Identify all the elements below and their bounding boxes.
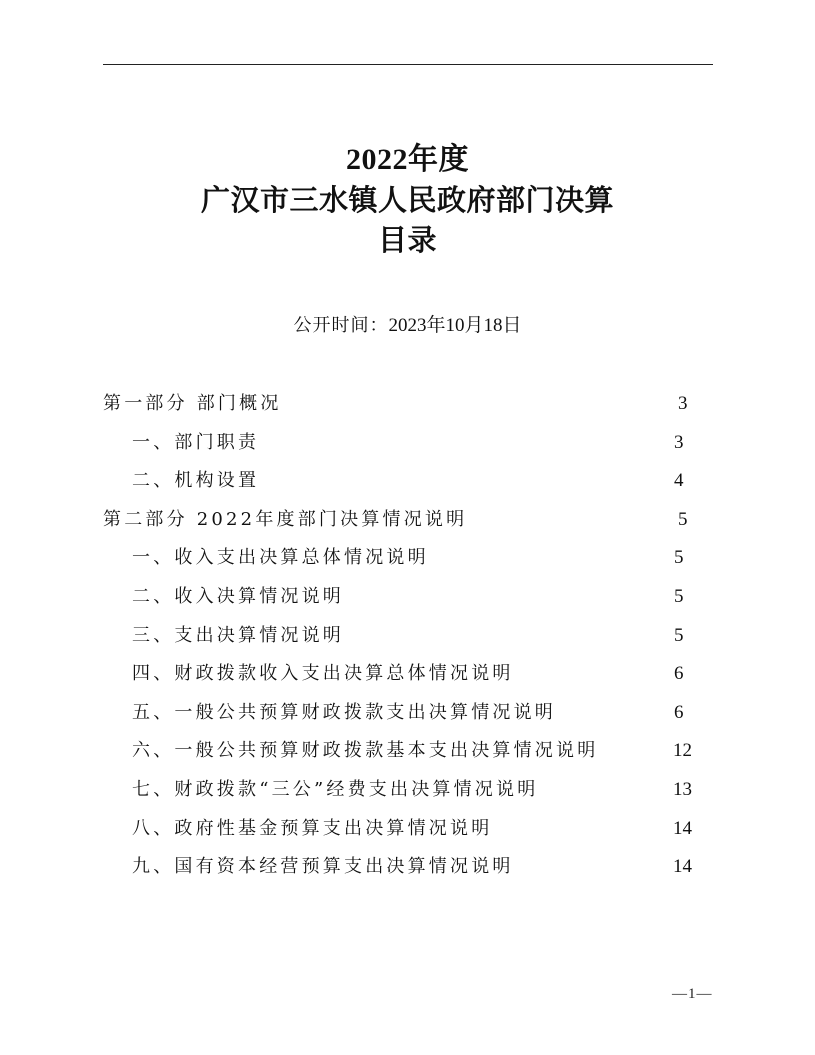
toc-entry-page: 12 [673, 740, 692, 762]
toc-entry-label: 二、机构设置 [132, 470, 260, 492]
toc-entry[interactable] [103, 849, 703, 888]
toc-entry-page: 14 [673, 856, 692, 878]
publish-date: 2023年10月18日 [388, 315, 522, 336]
toc-entry[interactable] [103, 540, 703, 579]
toc-entry-page: 4 [674, 470, 684, 492]
toc-entry[interactable] [103, 502, 703, 541]
toc-entry-page: 5 [674, 547, 684, 569]
toc-entry-page: 5 [678, 508, 688, 530]
publish-time [0, 313, 815, 339]
toc-entry-label: 第二部分 2022年度部门决算情况说明 [103, 508, 468, 530]
title-year: 2022年度 [346, 143, 469, 176]
table-of-contents [103, 386, 703, 888]
toc-entry-page: 5 [674, 624, 684, 646]
title-organization: 广汉市三水镇人民政府部门决算 [200, 183, 614, 217]
toc-entry-label: 五、一般公共预算财政拨款支出决算情况说明 [132, 701, 556, 723]
toc-entry[interactable] [103, 618, 703, 657]
toc-entry[interactable] [103, 463, 703, 502]
toc-entry-page: 6 [674, 663, 684, 685]
toc-entry[interactable] [103, 656, 703, 695]
header-rule [103, 64, 713, 65]
toc-entry[interactable] [103, 772, 703, 811]
toc-entry-label: 三、支出决算情况说明 [132, 624, 344, 646]
toc-entry[interactable] [103, 733, 703, 772]
toc-entry-page: 6 [674, 701, 684, 723]
toc-entry-label: 六、一般公共预算财政拨款基本支出决算情况说明 [132, 740, 599, 762]
document-title [0, 140, 815, 260]
toc-entry[interactable] [103, 386, 703, 425]
toc-entry[interactable] [103, 579, 703, 618]
toc-entry-page: 3 [678, 393, 688, 414]
toc-entry-page: 3 [674, 431, 684, 453]
toc-entry-label: 九、国有资本经营预算支出决算情况说明 [132, 856, 514, 878]
toc-entry-page: 5 [674, 585, 684, 607]
toc-entry-page: 13 [673, 778, 692, 800]
toc-entry-label: 二、收入决算情况说明 [132, 585, 344, 607]
publish-time-label: 公开时间： [293, 315, 389, 336]
toc-entry[interactable] [103, 695, 703, 734]
toc-entry-label: 八、政府性基金预算支出决算情况说明 [132, 817, 493, 839]
toc-entry-label: 四、财政拨款收入支出决算总体情况说明 [132, 663, 514, 685]
toc-entry-label: 一、部门职责 [132, 431, 260, 453]
toc-entry[interactable] [103, 811, 703, 850]
toc-entry-label: 七、财政拨款“三公”经费支出决算情况说明 [132, 778, 539, 800]
title-table-of-contents: 目录 [377, 223, 437, 257]
toc-entry-label: 一、收入支出决算总体情况说明 [132, 547, 429, 569]
toc-entry[interactable] [103, 425, 703, 464]
toc-entry-page: 14 [673, 817, 692, 839]
toc-entry-label: 第一部分 部门概况 [103, 393, 282, 414]
page-number: —1— [672, 986, 713, 1002]
